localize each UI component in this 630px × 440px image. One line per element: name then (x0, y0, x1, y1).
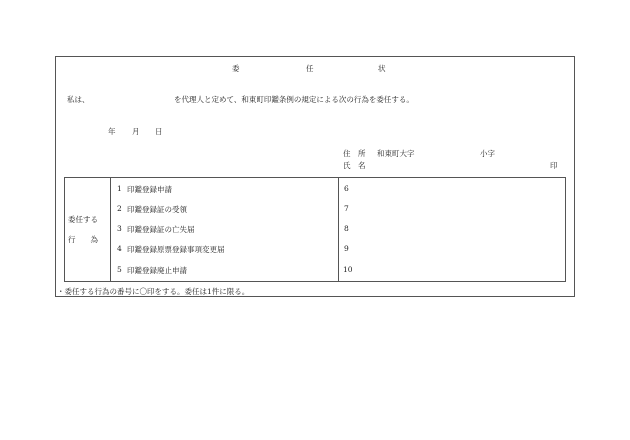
act-text: 印鑑登録申請 (127, 185, 172, 194)
address-suffix: 小字 (480, 149, 495, 158)
act-number: 4 (117, 244, 122, 253)
acts-label-line-2: 行 為 (68, 235, 98, 244)
acts-label-line-1: 委任する (68, 215, 98, 224)
act-number: 8 (344, 224, 349, 233)
acts-label-divider (110, 177, 111, 282)
act-text: 印鑑登録原票登録事項変更届 (127, 245, 225, 254)
act-number: 6 (344, 184, 349, 193)
title-char-3: 状 (378, 64, 386, 73)
name-label: 氏 名 (343, 161, 366, 170)
act-text: 印鑑登録証の受領 (127, 205, 187, 214)
act-number: 1 (117, 184, 122, 193)
act-number: 5 (117, 265, 122, 274)
act-number: 2 (117, 204, 122, 213)
footnote: ・委任する行為の番号に〇印をする。委任は1件に限る。 (57, 287, 250, 296)
act-number: 7 (344, 204, 349, 213)
date-year-label: 年 (108, 127, 116, 136)
date-day-label: 日 (155, 127, 163, 136)
seal-mark: 印 (550, 161, 558, 170)
act-number: 9 (344, 244, 349, 253)
title-char-2: 任 (306, 64, 314, 73)
act-number: 3 (117, 224, 122, 233)
act-number: 10 (343, 265, 353, 274)
acts-column-divider (338, 177, 339, 282)
act-text: 印鑑登録証の亡失届 (127, 225, 195, 234)
title-char-1: 委 (232, 64, 240, 73)
intro-prefix: 私は、 (67, 95, 90, 104)
address-value: 和東町大字 (377, 149, 415, 158)
intro-text: を代理人と定めて、和東町印鑑条例の規定による次の行為を委任する。 (174, 95, 414, 104)
date-month-label: 月 (132, 127, 140, 136)
act-text: 印鑑登録廃止申請 (127, 266, 187, 275)
address-label: 住 所 (343, 149, 366, 158)
